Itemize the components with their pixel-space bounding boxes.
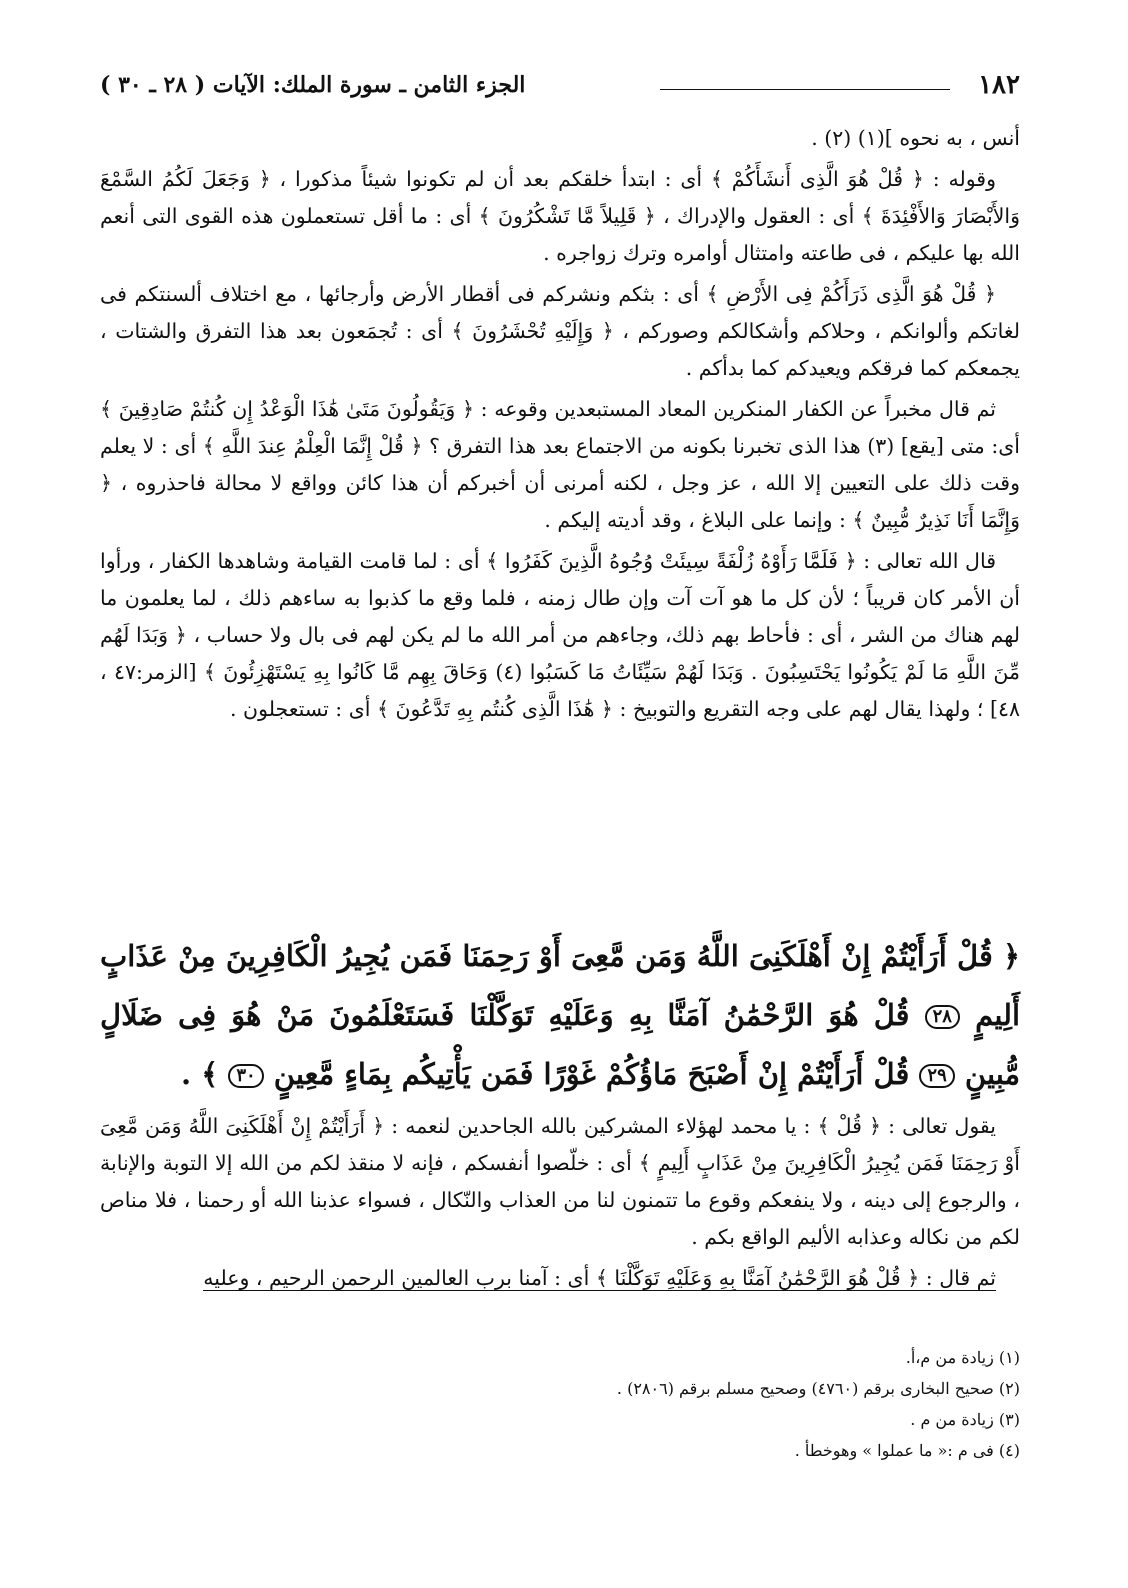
quran-verses: [100, 927, 1020, 1104]
verse-text: قُلْ أَرَأَيْتُمْ إِنْ أَصْبَحَ مَاؤُكُمْ غَوْرًا فَمَن يَأْتِيكُم بِمَاءٍ مَّعِينٍ: [273, 1057, 910, 1091]
verse-end: ﴾ .: [181, 1057, 219, 1091]
paragraph: ﴿ قُلْ هُوَ الَّذِى ذَرَأَكُمْ فِى الأَرْضِ ﴾ أى : بثكم ونشركم فى أقطار الأرض وأرجائها ، مع اختلاف ألسنتكم فى لغاتكم وألوانكم ، وحلاكم وأشكالكم وصوركم ، ﴿ وَإِلَيْهِ تُحْشَرُونَ ﴾ أى : تُجمَعون بعد هذا التفرق والشتات ، يجمعكم كما فرقكم ويعيدكم كما بدأكم .: [100, 282, 1020, 380]
verse-number: ٢٩: [919, 1064, 954, 1088]
footnote: (١) زيادة من م،أ.: [905, 1348, 1020, 1367]
page-header: [100, 70, 1020, 110]
commentary-body: [100, 120, 1020, 732]
footnote: (٤) فى م :« ما عملوا » وهوخطأ .: [794, 1441, 1020, 1460]
verse-text: قُلْ هُوَ الرَّحْمَٰنُ آمَنَّا بِهِ وَعَلَيْهِ تَوَكَّلْنَا فَسَتَعْلَمُونَ مَنْ هُوَ فِى ضَلَالٍ مُّبِينٍ: [100, 998, 1020, 1091]
paragraph: [100, 1260, 1020, 1297]
page-number: ١٨٢: [978, 70, 1020, 100]
verse-text: ﴿ قُلْ أَرَأَيْتُمْ إِنْ أَهْلَكَنِىَ اللَّهُ وَمَن مَّعِىَ أَوْ رَحِمَنَا فَمَن يُجِيرُ الْكَافِرِينَ مِنْ عَذَابٍ أَلِيمٍ: [100, 939, 1021, 1032]
paragraph: وقوله : ﴿ قُلْ هُوَ الَّذِى أَنشَأَكُمْ ﴾ أى : ابتدأ خلقكم بعد أن لم تكونوا شيئاً مذكورا ، ﴿ وَجَعَلَ لَكُمُ السَّمْعَ وَالأَبْصَارَ وَالأَفْئِدَةَ ﴾ أى : العقول والإدراك ، ﴿ قَلِيلاً مَّا تَشْكُرُونَ ﴾ أى : ما أقل تستعملون هذه القوى التى أنعم الله بها عليكم ، فى طاعته وامتثال أوامره وترك زواجره .: [100, 167, 1020, 265]
footnotes: [100, 1342, 1020, 1466]
header-rule: [660, 89, 950, 90]
commentary-body-2: [100, 1108, 1020, 1301]
paragraph: أنس ، به نحوه ](١) (٢) .: [811, 126, 1020, 150]
paragraph: ثم قال مخبراً عن الكفار المنكرين المعاد المستبعدين وقوعه : ﴿ وَيَقُولُونَ مَتَىٰ هَٰذَا الْوَعْدُ إِن كُنتُمْ صَادِقِينَ ﴾ أى: متى [يقع] (٣) هذا الذى تخبرنا بكونه من الاجتماع بعد هذا التفرق ؟ ﴿ قُلْ إِنَّمَا الْعِلْمُ عِندَ اللَّهِ ﴾ أى : لا يعلم وقت ذلك على التعيين إلا الله ، عز وجل ، لكنه أمرنى أن أخبركم أن هذا كائن وواقع لا محالة فاحذروه ، ﴿ وَإِنَّمَا أَنَا نَذِيرٌ مُّبِينٌ ﴾ : وإنما على البلاغ ، وقد أديته إليكم .: [100, 397, 1020, 532]
footnote: (٢) صحيح البخارى برقم (٤٧٦٠) وصحيح مسلم برقم (٢٨٠٦) .: [616, 1379, 1020, 1398]
verse-number: ٣٠: [228, 1064, 263, 1088]
verse-number: ٢٨: [925, 1005, 960, 1029]
paragraph: يقول تعالى : ﴿ قُلْ ﴾ : يا محمد لهؤلاء المشركين بالله الجاحدين لنعمه : ﴿ أَرَأَيْتُمْ إِنْ أَهْلَكَنِىَ اللَّهُ وَمَن مَّعِىَ أَوْ رَحِمَنَا فَمَن يُجِيرُ الْكَافِرِينَ مِنْ عَذَابٍ أَلِيمٍ ﴾ أى : خلّصوا أنفسكم ، فإنه لا منقذ لكم من الله إلا التوبة والإنابة ، والرجوع إلى دينه ، ولا ينفعكم وقوع ما تتمنون لنا من العذاب والنّكال ، فسواء عذبنا الله أو رحمنا ، فلا مناص لكم من نكاله وعذابه الأليم الواقع بكم .: [100, 1114, 1020, 1249]
running-title: الجزء الثامن ـ سورة الملك: الآيات ( ٢٨ ـ ٣٠ ): [100, 72, 526, 98]
paragraph-last-line: ثم قال : ﴿ قُلْ هُوَ الرَّحْمَٰنُ آمَنَّا بِهِ وَعَلَيْهِ تَوَكَّلْنَا ﴾ أى : آمنا برب العالمين الرحمن الرحيم ، وعليه: [203, 1266, 996, 1290]
footnote: (٣) زيادة من م .: [910, 1410, 1020, 1429]
paragraph: قال الله تعالى : ﴿ فَلَمَّا رَأَوْهُ زُلْفَةً سِيئَتْ وُجُوهُ الَّذِينَ كَفَرُوا ﴾ أى : لما قامت القيامة وشاهدها الكفار ، ورأوا أن الأمر كان قريباً ؛ لأن كل ما هو آت آت وإن طال زمنه ، فلما وقع ما كذبوا به ساءهم ذلك ، لما يعلمون ما لهم هناك من الشر ، أى : فأحاط بهم ذلك، وجاءهم من أمر الله ما لم يكن لهم فى بال ولا حساب ، ﴿ وَبَدَا لَهُم مِّنَ اللَّهِ مَا لَمْ يَكُونُوا يَحْتَسِبُونَ . وَبَدَا لَهُمْ سَيِّئَاتُ مَا كَسَبُوا (٤) وَحَاقَ بِهِم مَّا كَانُوا بِهِ يَسْتَهْزِئُونَ ﴾ [الزمر:٤٧ ، ٤٨] ؛ ولهذا يقال لهم على وجه التقريع والتوبيخ : ﴿ هَٰذَا الَّذِى كُنتُم بِهِ تَدَّعُونَ ﴾ أى : تستعجلون .: [100, 549, 1020, 721]
